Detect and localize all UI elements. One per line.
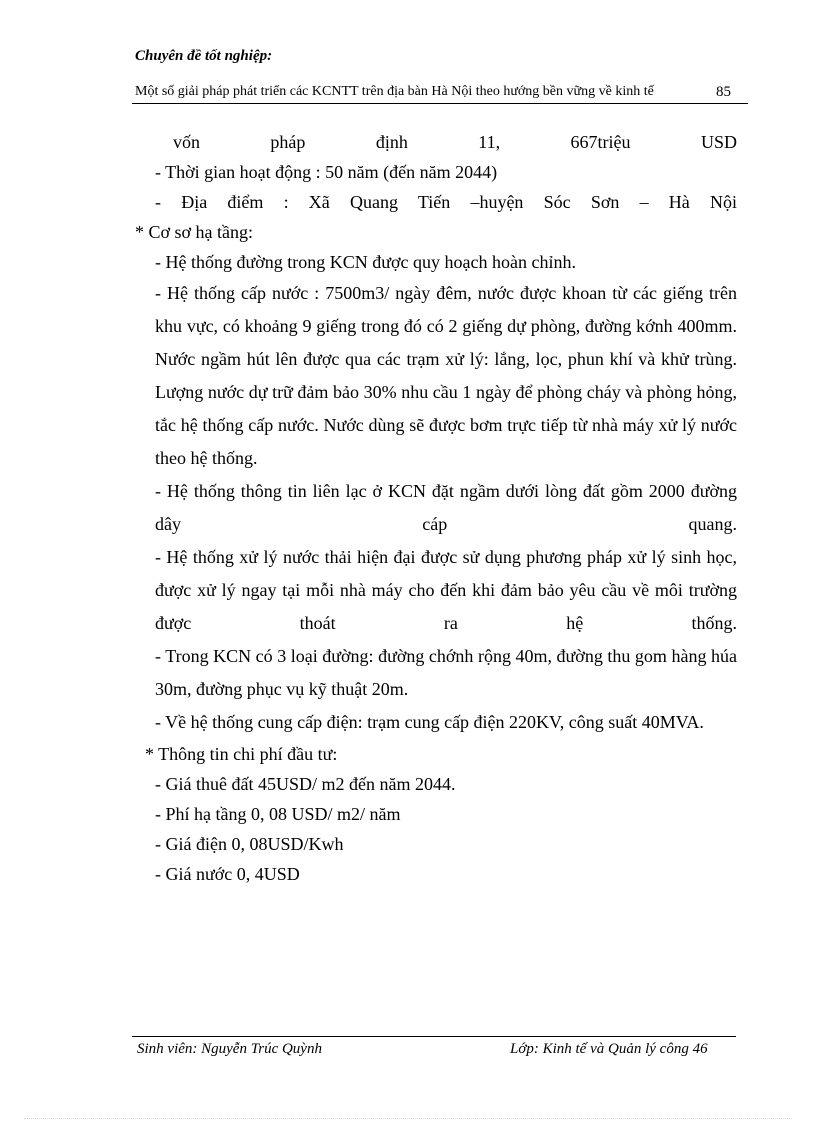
footer-rule (132, 1036, 736, 1037)
text-line: vốn pháp định 11, 667triệu USD (173, 132, 737, 152)
header-subtitle: Một số giải pháp phát triển các KCNTT trên địa bàn Hà Nội theo hướng bền vững về kinh tế (135, 84, 654, 99)
page-body (135, 127, 737, 889)
list-item: - Địa điểm : Xã Quang Tiến –huyện Sóc Sơn – Hà Nội (155, 192, 737, 212)
list-item: - Phí hạ tầng 0, 08 USD/ m2/ năm (155, 804, 401, 824)
paragraph: - Trong KCN có 3 loại đường: đường chớnh rộng 40m, đường thu gom hàng húa 30m, đường phục vụ kỹ thuật 20m. (155, 646, 737, 699)
list-item: - Thời gian hoạt động : 50 năm (đến năm 2044) (155, 162, 498, 182)
list-item: - Hệ thống đường trong KCN được quy hoạch hoàn chỉnh. (155, 252, 576, 272)
paragraph: - Hệ thống xử lý nước thải hiện đại được sử dụng phương pháp xử lý sinh học, được xử lý ngay tại mỗi nhà máy cho đến khi đảm bảo yêu cầu về môi trường được thoát ra hệ thống. (155, 547, 737, 633)
paragraph: - Về hệ thống cung cấp điện: trạm cung cấp điện 220KV, công suất 40MVA. (155, 712, 704, 732)
section-heading: * Cơ sơ hạ tầng: (135, 222, 254, 242)
list-item: - Giá thuê đất 45USD/ m2 đến năm 2044. (155, 774, 456, 794)
paragraph: - Hệ thống thông tin liên lạc ở KCN đặt ngầm dưới lòng đất gồm 2000 đường dây cáp quang. (155, 481, 737, 534)
footer-student: Sinh viên: Nguyễn Trúc Quỳnh (137, 1041, 322, 1057)
page-number: 85 (716, 84, 731, 100)
header-rule (132, 103, 748, 104)
header-title: Chuyên đề tốt nghiệp: (135, 48, 273, 64)
footer-class: Lớp: Kinh tế và Quản lý công 46 (510, 1041, 708, 1057)
paragraph: - Hệ thống cấp nước : 7500m3/ ngày đêm, nước được khoan từ các giếng trên khu vực, có khoảng 9 giếng trong đó có 2 giếng dự phòng, đường kớnh 400mm. Nước ngầm hút lên được qua các trạm xử lý: lắng, lọc, phun khí và khử trùng. Lượng nước dự trữ đảm bảo 30% nhu cầu 1 ngày để phòng cháy và phòng hỏng, tắc hệ thống cấp nước. Nước dùng sẽ được bơm trực tiếp từ nhà máy xử lý nước theo hệ thống. (155, 283, 737, 468)
list-item: - Giá điện 0, 08USD/Kwh (155, 834, 344, 854)
list-item: - Giá nước 0, 4USD (155, 864, 300, 884)
bottom-divider (24, 1118, 792, 1119)
section-heading: * Thông tin chi phí đầu tư: (145, 744, 338, 764)
